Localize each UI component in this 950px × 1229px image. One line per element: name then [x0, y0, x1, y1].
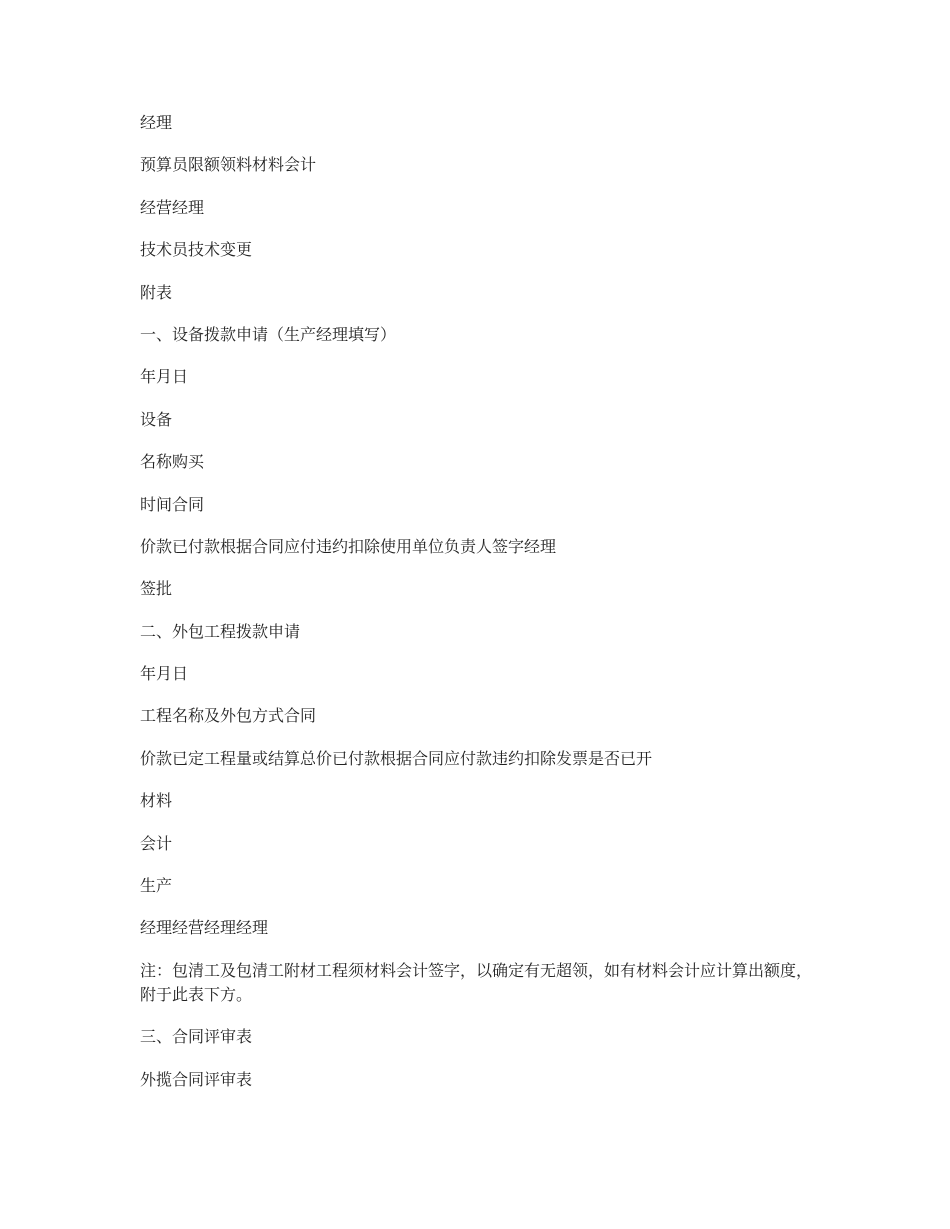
- text-line: 经营经理: [140, 197, 205, 217]
- text-line: 签批: [140, 579, 173, 599]
- note-paragraph: 注：包清工及包清工附材工程须材料会计签字，以确定有无超领，如有材料会计应计算出额度，附于此表下方。: [140, 960, 813, 1004]
- text-line: 会计: [140, 833, 173, 853]
- text-line: 技术员技术变更: [140, 240, 253, 260]
- appendix-heading: 附表: [140, 282, 173, 302]
- text-line: 经理: [140, 113, 173, 132]
- text-line: 年月日: [140, 664, 189, 684]
- text-line: 年月日: [140, 367, 189, 387]
- text-line: 生产: [140, 876, 173, 896]
- text-line: 外揽合同评审表: [140, 1069, 253, 1089]
- text-line: 工程名称及外包方式合同: [140, 706, 317, 726]
- text-line: 价款已定工程量或结算总价已付款根据合同应付款违约扣除发票是否已开: [140, 748, 653, 768]
- section-heading-contract-review: 三、合同评审表: [140, 1027, 253, 1047]
- text-line: 材料: [140, 791, 173, 811]
- text-line: 预算员限额领料材料会计: [140, 155, 317, 175]
- text-line: 名称购买: [140, 452, 205, 472]
- section-heading-outsourcing: 二、外包工程拨款申请: [140, 621, 301, 641]
- text-line: 设备: [140, 409, 173, 429]
- section-heading-equipment: 一、设备拨款申请（生产经理填写）: [140, 324, 397, 344]
- text-line: 时间合同: [140, 494, 205, 514]
- text-line: 价款已付款根据合同应付违约扣除使用单位负责人签字经理: [140, 536, 557, 556]
- document-body: [140, 111, 820, 1110]
- text-line: 经理经营经理经理: [140, 918, 269, 938]
